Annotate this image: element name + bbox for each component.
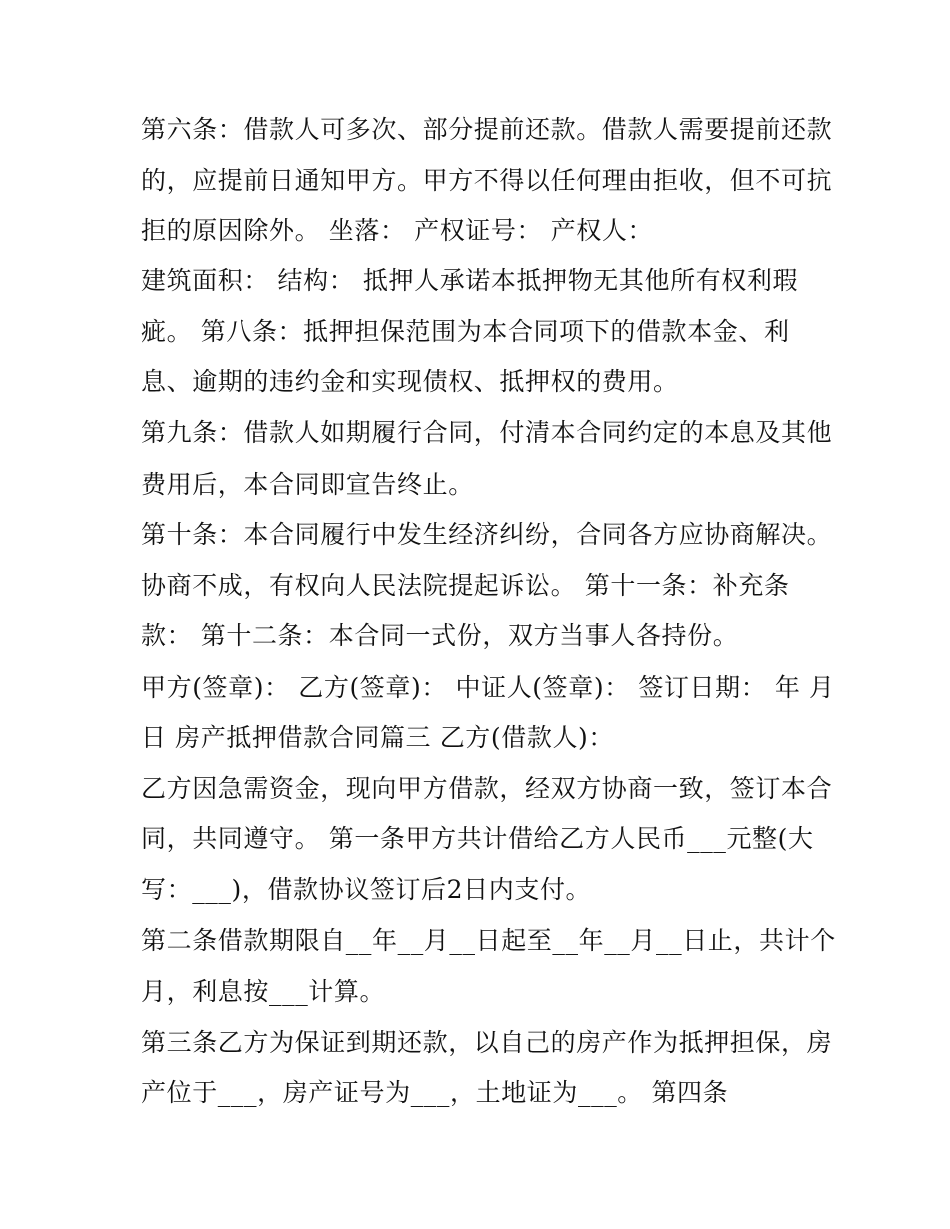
text-line: 第二条借款期限自__年__月__日起至__年__月__日止，共计个	[141, 926, 836, 955]
text-line: 甲方(签章)： 乙方(签章)： 中证人(签章)： 签订日期： 年 月	[141, 673, 835, 702]
text-line: 拒的原因除外。 坐落： 产权证号： 产权人：	[141, 216, 654, 245]
text-line: 乙方因急需资金，现向甲方借款，经双方协商一致，签订本合	[141, 774, 833, 803]
text-line: 疵。 第八条：抵押担保范围为本合同项下的借款本金、利	[141, 317, 790, 346]
text-line: 第九条：借款人如期履行合同，付清本合同约定的本息及其他	[141, 418, 833, 447]
text-line: 第三条乙方为保证到期还款，以自己的房产作为抵押担保，房	[141, 1028, 833, 1057]
text-line: 协商不成，有权向人民法院提起诉讼。 第十一条：补充条	[141, 571, 790, 600]
text-line: 写：___)，借款协议签订后2日内支付。	[141, 875, 592, 904]
text-line: 息、逾期的违约金和实现债权、抵押权的费用。	[141, 367, 679, 396]
text-line: 日 房产抵押借款合同篇三 乙方(借款人)：	[141, 723, 615, 752]
text-line: 建筑面积： 结构： 抵押人承诺本抵押物无其他所有权利瑕	[141, 266, 799, 295]
text-line: 费用后，本合同即宣告终止。	[141, 470, 474, 499]
text-line: 第十条：本合同履行中发生经济纠纷，合同各方应协商解决。	[141, 520, 833, 549]
text-line: 同，共同遵守。 第一条甲方共计借给乙方人民币___元整(大	[141, 824, 814, 853]
text-line: 第六条：借款人可多次、部分提前还款。借款人需要提前还款	[141, 115, 833, 144]
text-line: 月，利息按___计算。	[141, 977, 386, 1006]
text-line: 的，应提前日通知甲方。甲方不得以任何理由拒收，但不可抗	[141, 166, 833, 195]
text-line: 产位于___，房产证号为___，土地证为___。 第四条	[141, 1078, 729, 1107]
text-line: 款： 第十二条：本合同一式份，双方当事人各持份。	[141, 621, 739, 650]
